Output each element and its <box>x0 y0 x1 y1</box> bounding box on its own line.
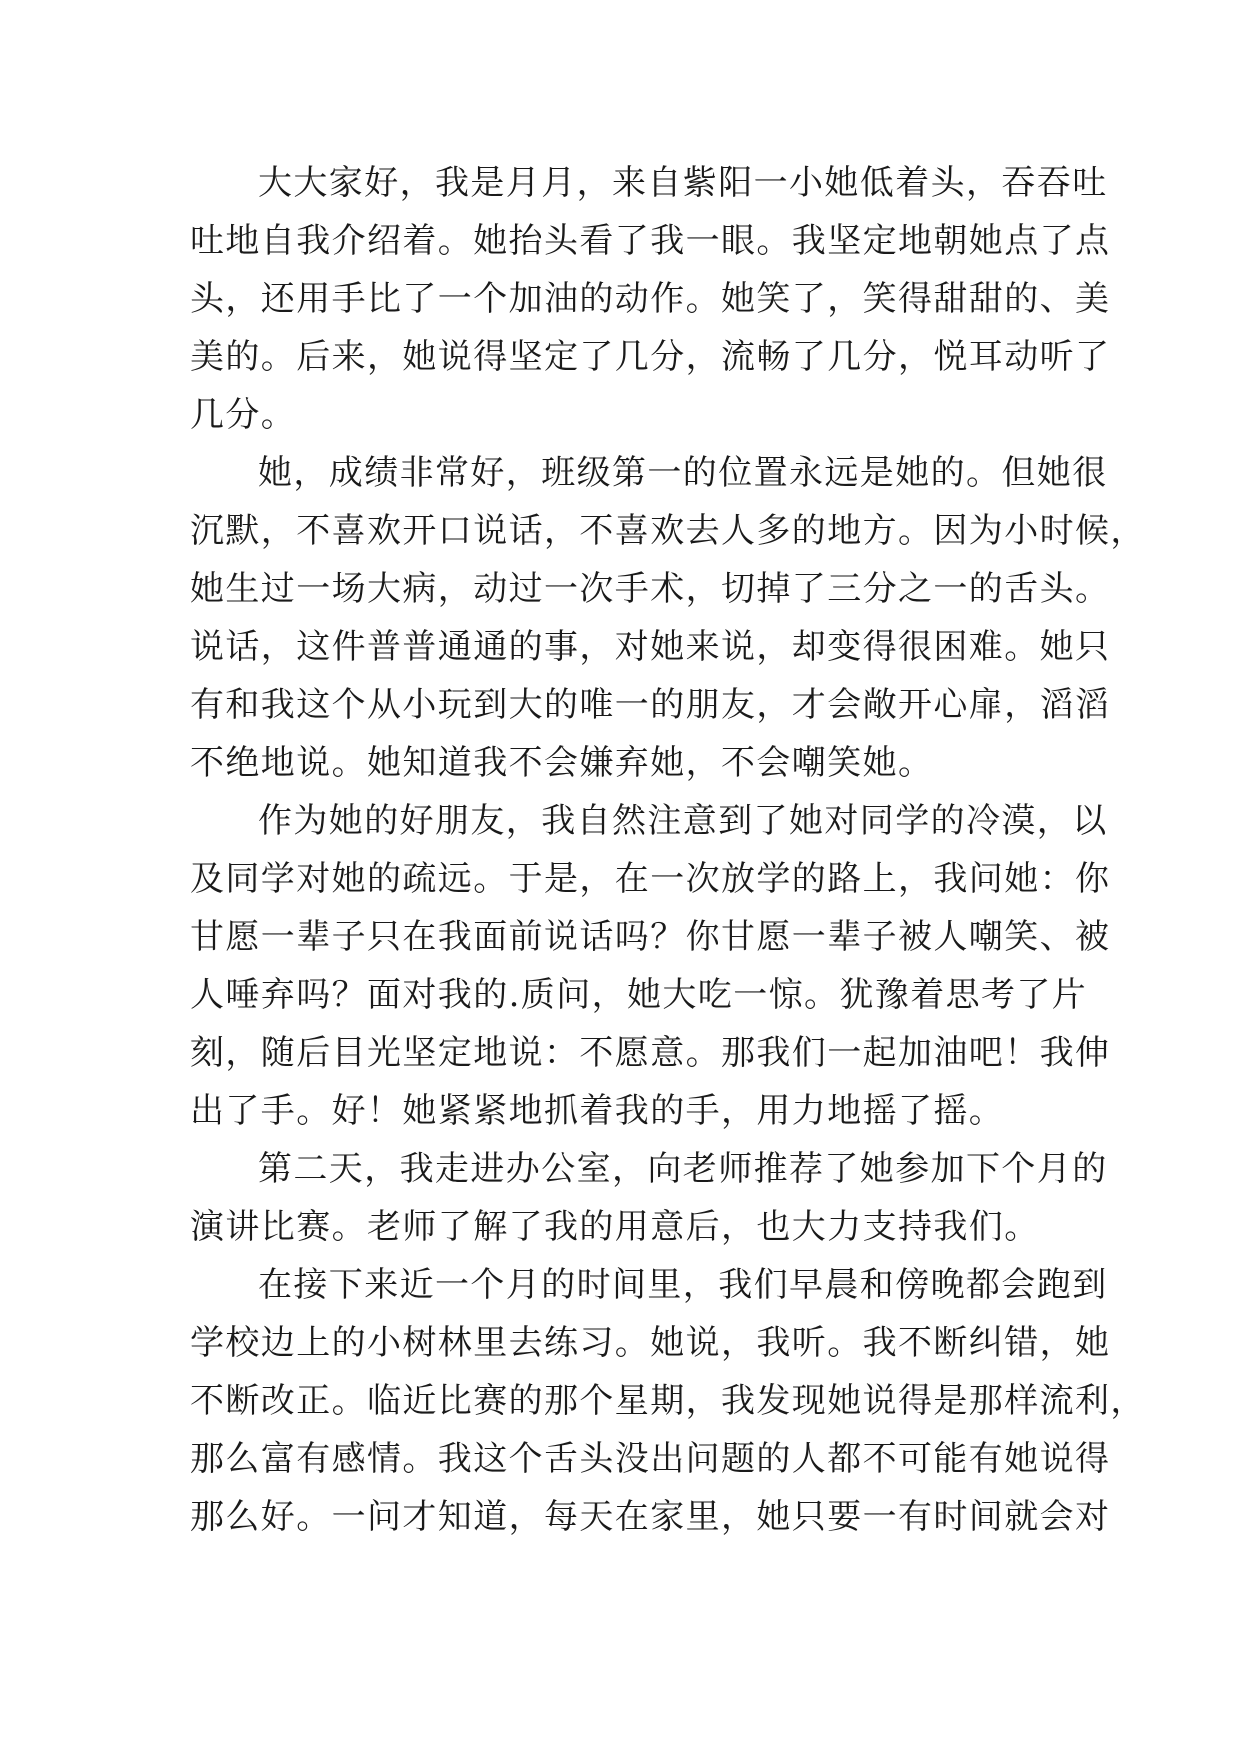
text-line: 几分。 <box>190 395 297 435</box>
paragraph <box>190 1140 1108 1256</box>
paragraph <box>190 444 1146 792</box>
document-body <box>190 154 1146 1546</box>
text-line: 及同学对她的疏远。于是，在一次放学的路上，我问她：你 <box>190 859 1111 899</box>
text-line: 刻，随后目光坚定地说：不愿意。那我们一起加油吧！我伸 <box>190 1033 1111 1073</box>
text-line: 头，还用手比了一个加油的动作。她笑了，笑得甜甜的、美 <box>190 279 1111 319</box>
text-line: 沉默，不喜欢开口说话，不喜欢去人多的地方。因为小时候， <box>190 511 1146 551</box>
text-line: 演讲比赛。老师了解了我的用意后，也大力支持我们。 <box>190 1207 1040 1247</box>
text-line: 吐地自我介绍着。她抬头看了我一眼。我坚定地朝她点了点 <box>190 221 1111 261</box>
text-line: 学校边上的小树林里去练习。她说，我听。我不断纠错，她 <box>190 1323 1111 1363</box>
text-line: 不断改正。临近比赛的那个星期，我发现她说得是那样流利， <box>190 1381 1146 1421</box>
text-line: 出了手。好！她紧紧地抓着我的手，用力地摇了摇。 <box>190 1091 1005 1131</box>
text-line: 在接下来近一个月的时间里，我们早晨和傍晚都会跑到 <box>258 1265 1108 1305</box>
text-line: 甘愿一辈子只在我面前说话吗？你甘愿一辈子被人嘲笑、被 <box>190 917 1111 957</box>
text-line: 有和我这个从小玩到大的唯一的朋友，才会敞开心扉，滔滔 <box>190 685 1111 725</box>
text-line: 她，成绩非常好，班级第一的位置永远是她的。但她很 <box>258 453 1108 493</box>
text-line: 作为她的好朋友，我自然注意到了她对同学的冷漠，以 <box>258 801 1108 841</box>
text-line: 美的。后来，她说得坚定了几分，流畅了几分，悦耳动听了 <box>190 337 1111 377</box>
paragraph <box>190 154 1111 444</box>
paragraph <box>190 792 1111 1140</box>
text-line: 她生过一场大病，动过一次手术，切掉了三分之一的舌头。 <box>190 569 1111 609</box>
paragraph <box>190 1256 1146 1546</box>
text-line: 那么好。一问才知道，每天在家里，她只要一有时间就会对 <box>190 1497 1111 1537</box>
text-line: 人唾弃吗？面对我的.质问，她大吃一惊。犹豫着思考了片 <box>190 975 1088 1015</box>
text-line: 第二天，我走进办公室，向老师推荐了她参加下个月的 <box>258 1149 1108 1189</box>
text-line: 不绝地说。她知道我不会嫌弃她，不会嘲笑她。 <box>190 743 934 783</box>
text-line: 那么富有感情。我这个舌头没出问题的人都不可能有她说得 <box>190 1439 1111 1479</box>
text-line: 说话，这件普普通通的事，对她来说，却变得很困难。她只 <box>190 627 1111 667</box>
text-line: 大大家好，我是月月，来自紫阳一小她低着头，吞吞吐 <box>258 163 1108 203</box>
